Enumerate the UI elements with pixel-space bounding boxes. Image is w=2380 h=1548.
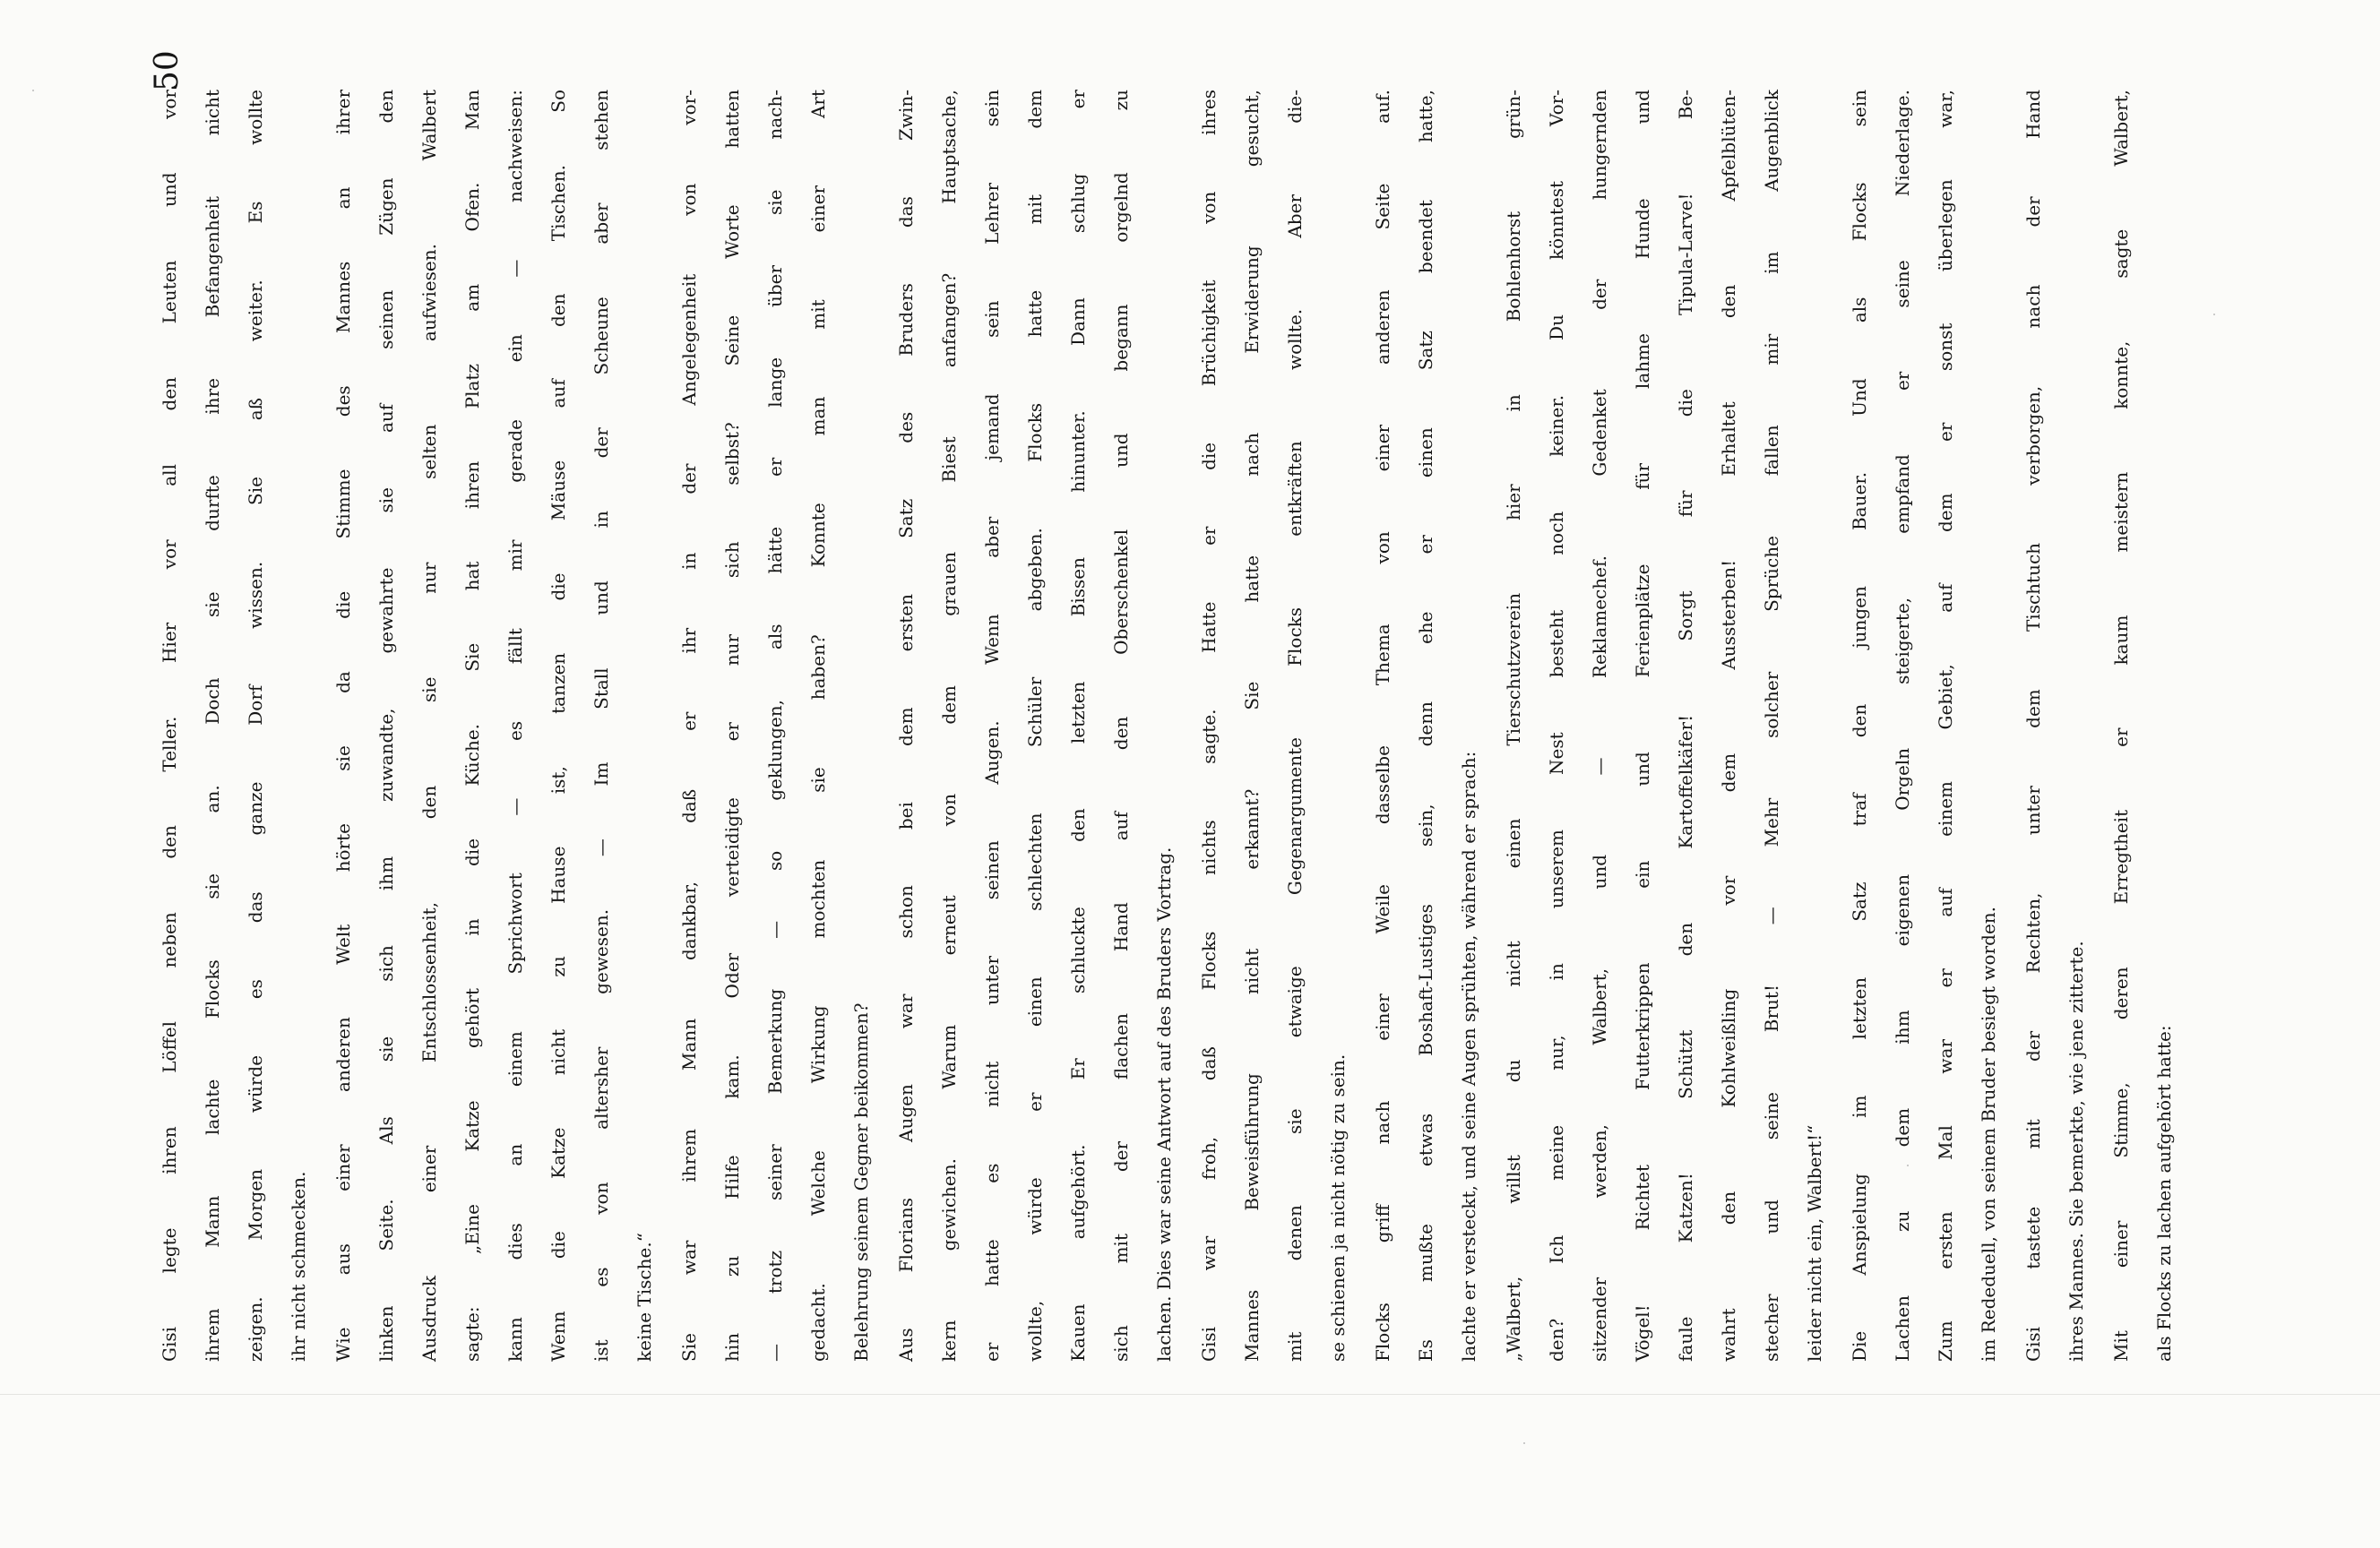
text-line: Sie war ihrem Mann dankbar, daß er ihr in der Angelegenheit von vor-: [678, 90, 700, 1362]
rotated-text-block: [148, 50, 2175, 1362]
text-line: sitzender werden, Walbert, und — Reklamechef. Gedenket der hungernden: [1589, 90, 1610, 1362]
text-line: Es mußte etwas Boshaft-Lustiges sein, denn ehe er einen Satz beendet hatte,: [1415, 90, 1436, 1362]
text-line: wollte, würde er einen schlechten Schüler abgeben. Flocks hatte mit dem: [1024, 90, 1046, 1362]
paragraph: [322, 90, 666, 1362]
text-line: mit denen sie etwaige Gegenargumente Flocks entkräften wollte. Aber die-: [1284, 90, 1306, 1362]
text-line: Wenn die Katze nicht zu Hause ist, tanzen die Mäuse auf den Tischen. So: [548, 90, 569, 1362]
text-line: kern gewichen. Warum erneut von dem grauen Biest anfangen? Hauptsache,: [938, 90, 960, 1362]
text-line: ihr nicht schmecken.: [288, 1171, 309, 1362]
paragraph: [2100, 90, 2186, 1362]
text-line: Die Anspielung im letzten Satz traf den jungen Bauer. Und als Flocks sein: [1849, 90, 1870, 1362]
text-line: sich mit der flachen Hand auf den Oberschenkel und begann orgelnd zu: [1110, 90, 1132, 1362]
text-line: gedacht. Welche Wirkung mochten sie haben? Konnte man mit einer Art: [807, 90, 829, 1362]
text-line: wahrt den Kohlweißling vor dem Aussterben! Erhaltet den Apfelblüten-: [1718, 90, 1739, 1362]
text-line: Mannes Beweisführung nicht erkannt? Sie hatte nach Erwiderung gesucht,: [1241, 90, 1263, 1362]
paragraph: [1361, 90, 1490, 1362]
text-line: Zum ersten Mal war er auf einem Gebiet, auf dem er sonst überlegen war,: [1935, 90, 1956, 1362]
page-number: 50: [149, 50, 185, 91]
text-line: er hatte es nicht unter seinen Augen. Wenn aber jemand sein Lehrer sein: [981, 90, 1003, 1362]
text-line: Gisi tastete mit der Rechten, unter dem Tischtuch verborgen, nach der Hand: [2022, 90, 2044, 1362]
text-line: Belehrung seinem Gegner beikommen?: [850, 1002, 872, 1362]
text-line: ihres Mannes. Sie bemerkte, wie jene zitterte.: [2065, 941, 2087, 1362]
text-line: kann dies an einem Sprichwort — es fällt mir gerade ein — nachweisen:: [504, 90, 526, 1362]
text-line: im Rededuell, von seinem Bruder besiegt worden.: [1978, 906, 1999, 1362]
paragraph: [884, 90, 1186, 1362]
scan-speck: [1523, 1442, 1525, 1444]
text-line: Flocks griff nach einer Weile dasselbe Thema von einer anderen Seite auf.: [1372, 90, 1393, 1362]
text-line: Vögel! Richtet Futterkrippen ein und Ferienplätze für lahme Hunde und: [1632, 90, 1653, 1362]
text-line: „Walbert, willst du nicht einen Tierschutzverein hier in Bohlenhorst grün-: [1503, 90, 1524, 1362]
scan-speck: [2213, 314, 2215, 315]
text-line: Wie aus einer anderen Welt hörte sie da die Stimme des Mannes an ihrer: [332, 90, 354, 1362]
text-line: — trotz seiner Bemerkung — so geklungen, als hätte er lange über sie nach-: [764, 90, 786, 1362]
text-line: zeigen. Morgen würde es das ganze Dorf wissen. Sie aß weiter. Es wollte: [245, 90, 266, 1362]
paragraph: [2012, 90, 2098, 1362]
text-line: hin zu Hilfe kam. Oder verteidigte er nur sich selbst? Seine Worte hatten: [721, 90, 743, 1362]
text-line: Gisi legte ihren Löffel neben den Teller. Hier vor all den Leuten und vor: [159, 90, 180, 1362]
text-line: als Flocks zu lachen aufgehört hatte:: [2153, 1025, 2175, 1362]
text-line: se schienen ja nicht nötig zu sein.: [1327, 1054, 1349, 1362]
text-line: lachen. Dies war seine Antwort auf des Bruders Vortrag.: [1153, 847, 1175, 1362]
paragraph: [1838, 90, 2010, 1362]
text-line: Gisi war froh, daß Flocks nichts sagte. Hatte er die Brüchigkeit von ihres: [1198, 90, 1220, 1362]
text-line: stecher und seine Brut! — Mehr solcher Sprüche fallen mir im Augenblick: [1761, 90, 1782, 1362]
text-line: Lachen zu dem ihm eigenen Orgeln steigerte, empfand er seine Niederlage.: [1892, 90, 1913, 1362]
text-line: lachte er versteckt, und seine Augen sprühten, während er sprach:: [1458, 751, 1479, 1362]
text-line: Mit einer Stimme, deren Erregtheit er kaum meistern konnte, sagte Walbert,: [2110, 90, 2132, 1362]
text-line: ihrem Mann lachte Flocks sie an. Doch sie durfte ihre Befangenheit nicht: [202, 90, 223, 1362]
paragraph: [1492, 90, 1836, 1362]
text-line: linken Seite. Als sie sich ihm zuwandte, gewahrte sie auf seinen Zügen den: [375, 90, 397, 1362]
text-line: faule Katzen! Schützt den Kartoffelkäfer! Sorgt für die Tipula-Larve! Be-: [1675, 90, 1696, 1362]
text-line: den? Ich meine nur, in unserem Nest besteht noch keiner. Du könntest Vor-: [1546, 90, 1567, 1362]
paragraph: [1187, 90, 1359, 1362]
text-line: sagte: „Eine Katze gehört in die Küche. Sie hat ihren Platz am Ofen. Man: [461, 90, 483, 1362]
paragraph: [668, 90, 883, 1362]
text-line: keine Tische.“: [634, 1233, 655, 1362]
text-line: Aus Florians Augen war schon bei dem ersten Satz des Bruders das Zwin-: [895, 90, 917, 1362]
text-line: leider nicht ein, Walbert!“: [1804, 1124, 1825, 1362]
text-line: Kauen aufgehört. Er schluckte den letzten Bissen hinunter. Dann schlug er: [1067, 90, 1089, 1362]
page-fold-line: [0, 1394, 2380, 1395]
text-line: ist es von altersher gewesen. — Im Stall und in der Scheune aber stehen: [591, 90, 612, 1362]
scan-speck: [32, 90, 34, 91]
text-line: Ausdruck einer Entschlossenheit, den sie nur selten aufwiesen. Walbert: [418, 90, 440, 1362]
